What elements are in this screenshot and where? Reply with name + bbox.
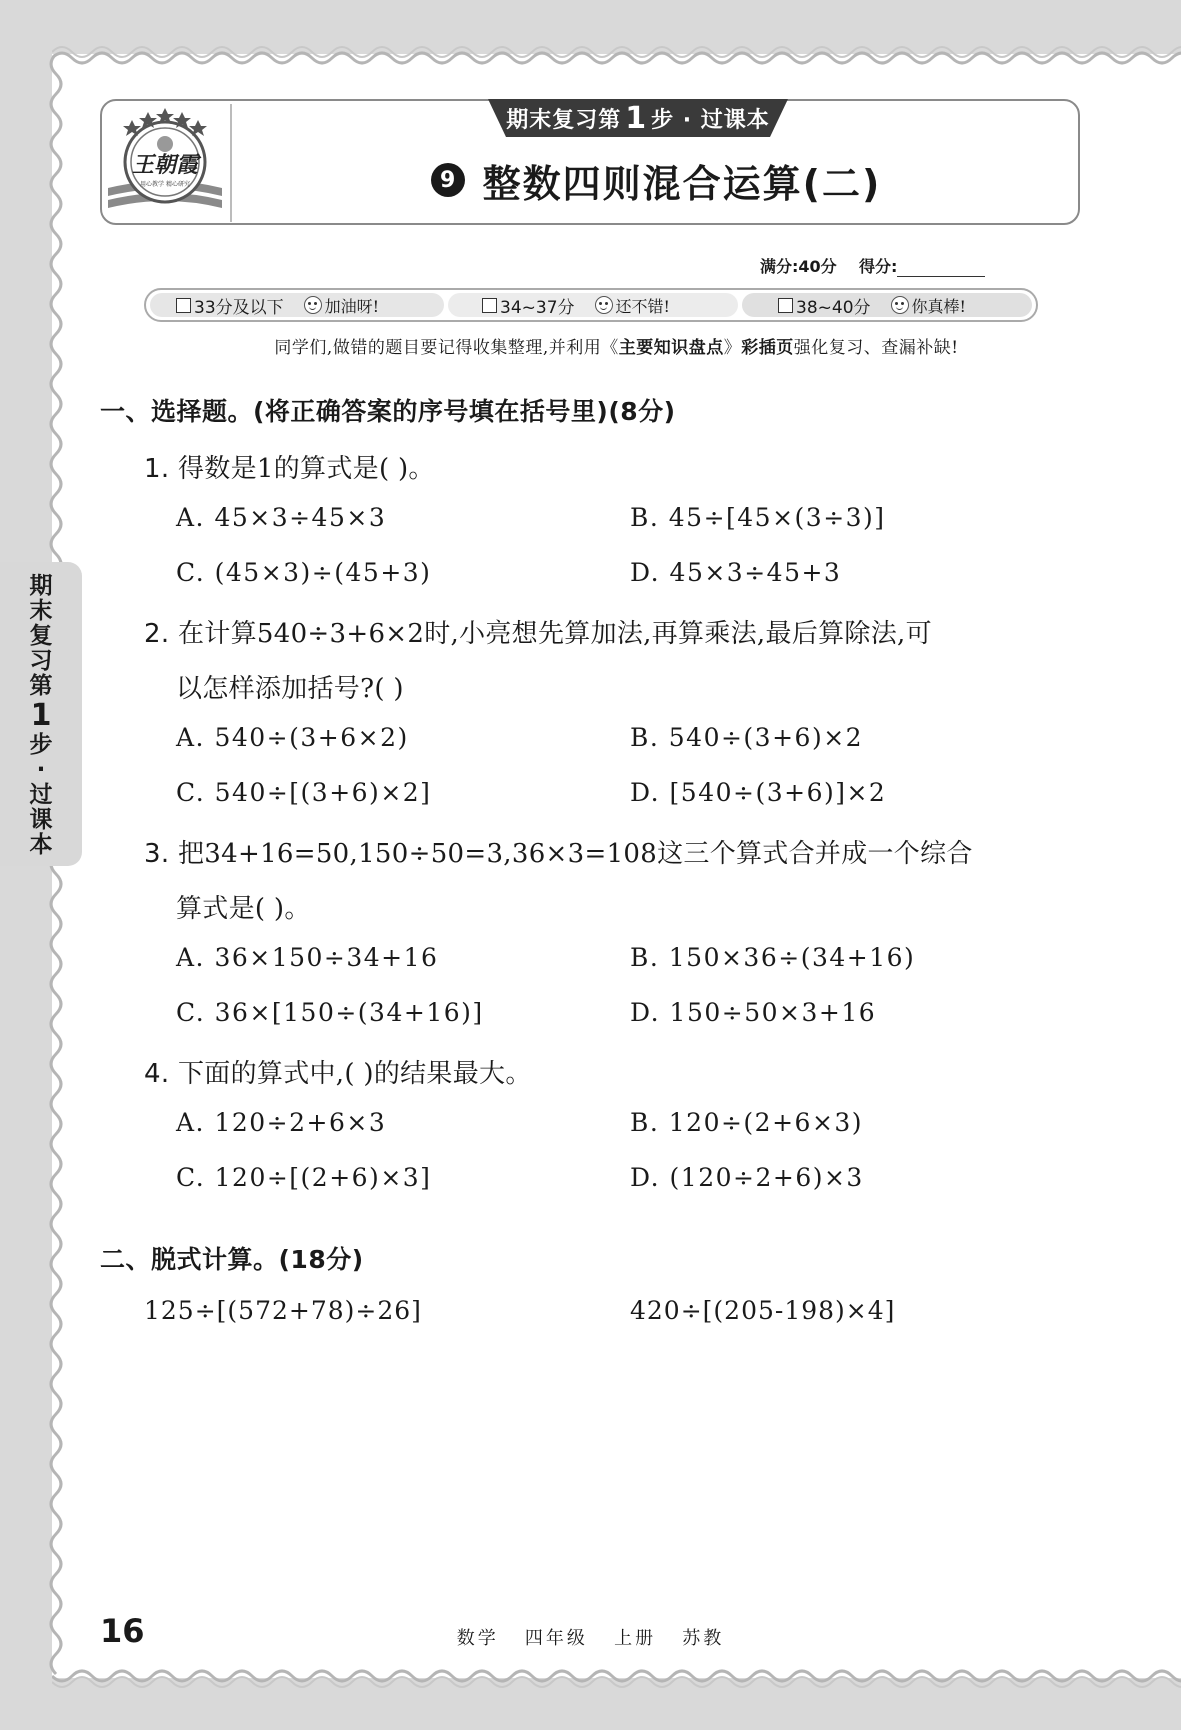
notice-bold-1: 主要知识盘点 <box>618 338 724 358</box>
side-char: 本 <box>29 832 53 858</box>
question-number: 3. <box>144 839 170 869</box>
option-4c[interactable]: C. 120÷[(2+6)×3] <box>176 1163 432 1192</box>
question-1 <box>144 448 435 485</box>
banner-prefix: 期末复习第 <box>506 107 622 133</box>
side-char: 步 <box>29 732 53 758</box>
grade-checkbox-3[interactable] <box>778 298 793 313</box>
option-1a[interactable]: A. 45×3÷45×3 <box>176 503 387 532</box>
banner-suffix: 步 · 过课本 <box>651 107 770 133</box>
score-line <box>760 254 1040 277</box>
banner-tab <box>488 99 788 137</box>
banner-step: 1 <box>625 100 648 136</box>
option-2d[interactable]: D. [540÷(3+6)]×2 <box>630 778 887 807</box>
option-3b[interactable]: B. 150×36÷(34+16) <box>630 943 916 972</box>
side-tab-label <box>0 574 82 864</box>
option-3c[interactable]: C. 36×[150÷(34+16)] <box>176 998 484 1027</box>
grade-msg-2: 还不错! <box>615 296 670 316</box>
grade-item-2 <box>482 290 670 320</box>
grade-bar <box>144 288 1038 322</box>
question-text: 得数是1的算式是( )。 <box>178 454 435 484</box>
side-step: 1 <box>30 698 52 733</box>
wavy-border-bottom <box>52 1668 1181 1690</box>
grade-range-2: 34~37分 <box>500 297 575 318</box>
cheer-face-icon <box>304 296 322 314</box>
question-2 <box>144 613 932 650</box>
option-1c[interactable]: C. (45×3)÷(45+3) <box>176 558 432 587</box>
score-blank[interactable] <box>897 260 985 277</box>
question-4 <box>144 1053 532 1090</box>
happy-face-icon <box>891 296 909 314</box>
footer-text: 数学 四年级 上册 苏教 <box>456 1628 725 1649</box>
notice-before: 同学们,做错的题目要记得收集整理,并利用《 <box>274 338 619 358</box>
side-char: 课 <box>29 807 53 833</box>
question-number: 1. <box>144 454 170 484</box>
question-number: 4. <box>144 1059 170 1089</box>
notice-text <box>52 333 1181 358</box>
grade-item-1 <box>176 290 379 320</box>
question-number: 2. <box>144 619 170 649</box>
option-2a[interactable]: A. 540÷(3+6×2) <box>176 723 409 752</box>
wangzhaoxia-logo <box>102 104 228 222</box>
option-3a[interactable]: A. 36×150÷34+16 <box>176 943 439 972</box>
wavy-border-top <box>52 44 1181 66</box>
question-3-cont: 算式是( )。 <box>176 894 311 924</box>
svg-text:王朝霞: 王朝霞 <box>131 152 199 178</box>
got-score-label: 得分: <box>858 257 898 276</box>
question-text: 下面的算式中,( )的结果最大。 <box>178 1059 532 1089</box>
grade-range-3: 38~40分 <box>796 297 871 318</box>
side-char: 第 <box>29 673 53 699</box>
grade-range-1: 33分及以下 <box>194 297 284 318</box>
option-1d[interactable]: D. 45×3÷45+3 <box>630 558 842 587</box>
full-score: 满分:40分 <box>760 257 837 276</box>
calc-item-1: 125÷[(572+78)÷26] <box>144 1296 422 1325</box>
grade-checkbox-2[interactable] <box>482 298 497 313</box>
question-3 <box>144 833 973 870</box>
grade-msg-1: 加油呀! <box>324 296 380 316</box>
question-text: 在计算540÷3+6×2时,小亮想先算加法,再算乘法,最后算除法,可 <box>178 619 932 649</box>
option-4b[interactable]: B. 120÷(2+6×3) <box>630 1108 864 1137</box>
grade-checkbox-1[interactable] <box>176 298 191 313</box>
notice-bold-2: 彩插页 <box>741 338 794 358</box>
side-char: 期 <box>29 573 53 599</box>
question-2-cont: 以怎样添加括号?( ) <box>176 674 404 704</box>
option-2b[interactable]: B. 540÷(3+6)×2 <box>630 723 864 752</box>
side-char: 末 <box>29 598 53 624</box>
page-number: 16 <box>100 1612 145 1650</box>
calc-item-2: 420÷[(205-198)×4] <box>630 1296 896 1325</box>
title-text: 整数四则混合运算(二) <box>482 161 882 206</box>
section-1-heading: 一、选择题。(将正确答案的序号填在括号里)(8分) <box>100 397 676 426</box>
side-char: 复 <box>29 623 53 649</box>
side-char: 过 <box>29 782 53 808</box>
grade-item-3 <box>778 290 966 320</box>
side-char: · <box>36 757 46 783</box>
title-number-badge: 9 <box>431 163 465 197</box>
question-text: 把34+16=50,150÷50=3,36×3=108这三个算式合并成一个综合 <box>178 839 973 869</box>
option-4a[interactable]: A. 120÷2+6×3 <box>176 1108 387 1137</box>
notice-mid: 》 <box>723 338 742 358</box>
page-title <box>232 150 1080 210</box>
svg-text:用心教学 精心研究: 用心教学 精心研究 <box>140 181 190 188</box>
option-3d[interactable]: D. 150÷50×3+16 <box>630 998 877 1027</box>
side-char: 习 <box>29 648 53 674</box>
section-2-heading: 二、脱式计算。(18分) <box>100 1245 364 1274</box>
option-1b[interactable]: B. 45÷[45×(3÷3)] <box>630 503 886 532</box>
grade-msg-3: 你真棒! <box>911 296 966 316</box>
option-4d[interactable]: D. (120÷2+6)×3 <box>630 1163 864 1192</box>
smile-face-icon <box>595 296 613 314</box>
wavy-border-left <box>44 54 66 1678</box>
option-2c[interactable]: C. 540÷[(3+6)×2] <box>176 778 432 807</box>
notice-after: 强化复习、查漏补缺! <box>793 338 959 358</box>
